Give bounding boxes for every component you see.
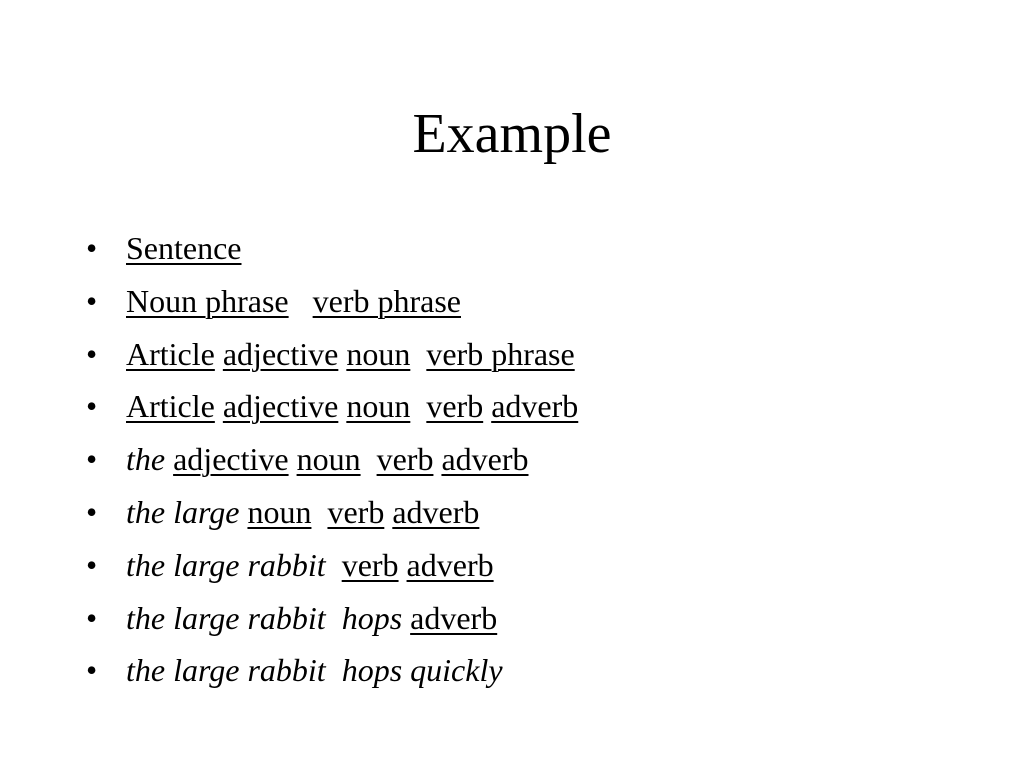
bullet-dot-icon: • [86,599,98,636]
underlined-term: Sentence [126,230,242,266]
bullet-item [86,328,578,381]
underlined-term: verb [426,388,484,425]
bullet-dot-icon: • [86,282,98,319]
spacer [483,388,491,424]
spacer [399,547,407,583]
underlined-term: adjective [173,441,289,478]
underlined-term: adverb [441,441,529,478]
spacer [410,388,426,424]
spacer [215,336,223,372]
spacer [326,547,342,583]
bullet-list [86,222,578,697]
underlined-term: Article [126,335,215,372]
underlined-term: noun [247,493,312,530]
italic-word: the large rabbit hops [126,599,403,636]
bullet-dot-icon: • [86,230,98,266]
underlined-term: noun [296,441,361,478]
bullet-item [86,486,578,539]
bullet-item [86,222,578,275]
bullet-item [86,644,578,697]
bullet-dot-icon: • [86,652,98,689]
underlined-term: adverb [392,493,480,530]
italic-word: the large rabbit hops quickly [126,652,503,689]
underlined-term: adverb [406,546,494,583]
bullet-item [86,539,578,592]
bullet-item [86,380,578,433]
spacer [361,441,377,477]
underlined-term: noun [346,388,411,425]
spacer [215,388,223,424]
slide-title: Example [412,103,612,165]
italic-word: the large rabbit [126,546,326,583]
bullet-dot-icon: • [86,388,98,425]
underlined-term: verb [341,546,399,583]
bullet-item [86,592,578,645]
underlined-term: Article [126,388,215,425]
underlined-term: adverb [491,388,579,425]
underlined-term: verb phrase [426,335,575,372]
underlined-term: Noun phrase [126,282,289,319]
bullet-item [86,275,578,328]
spacer [289,441,297,477]
italic-word: the [126,441,166,478]
bullet-dot-icon: • [86,441,98,478]
underlined-term: noun [346,335,411,372]
italic-word: the large [126,493,240,530]
spacer [410,336,426,372]
bullet-dot-icon: • [86,493,98,530]
underlined-term: verb [376,441,434,478]
bullet-item [86,433,578,486]
bullet-dot-icon: • [86,546,98,583]
underlined-term: verb [327,493,385,530]
underlined-term: adjective [222,335,339,372]
spacer [311,494,327,530]
spacer [165,441,173,477]
underlined-term: adjective [222,388,339,425]
underlined-term: adverb [410,599,498,636]
spacer [289,283,313,319]
spacer [402,600,410,636]
underlined-term: verb phrase [312,282,461,319]
bullet-dot-icon: • [86,335,98,372]
